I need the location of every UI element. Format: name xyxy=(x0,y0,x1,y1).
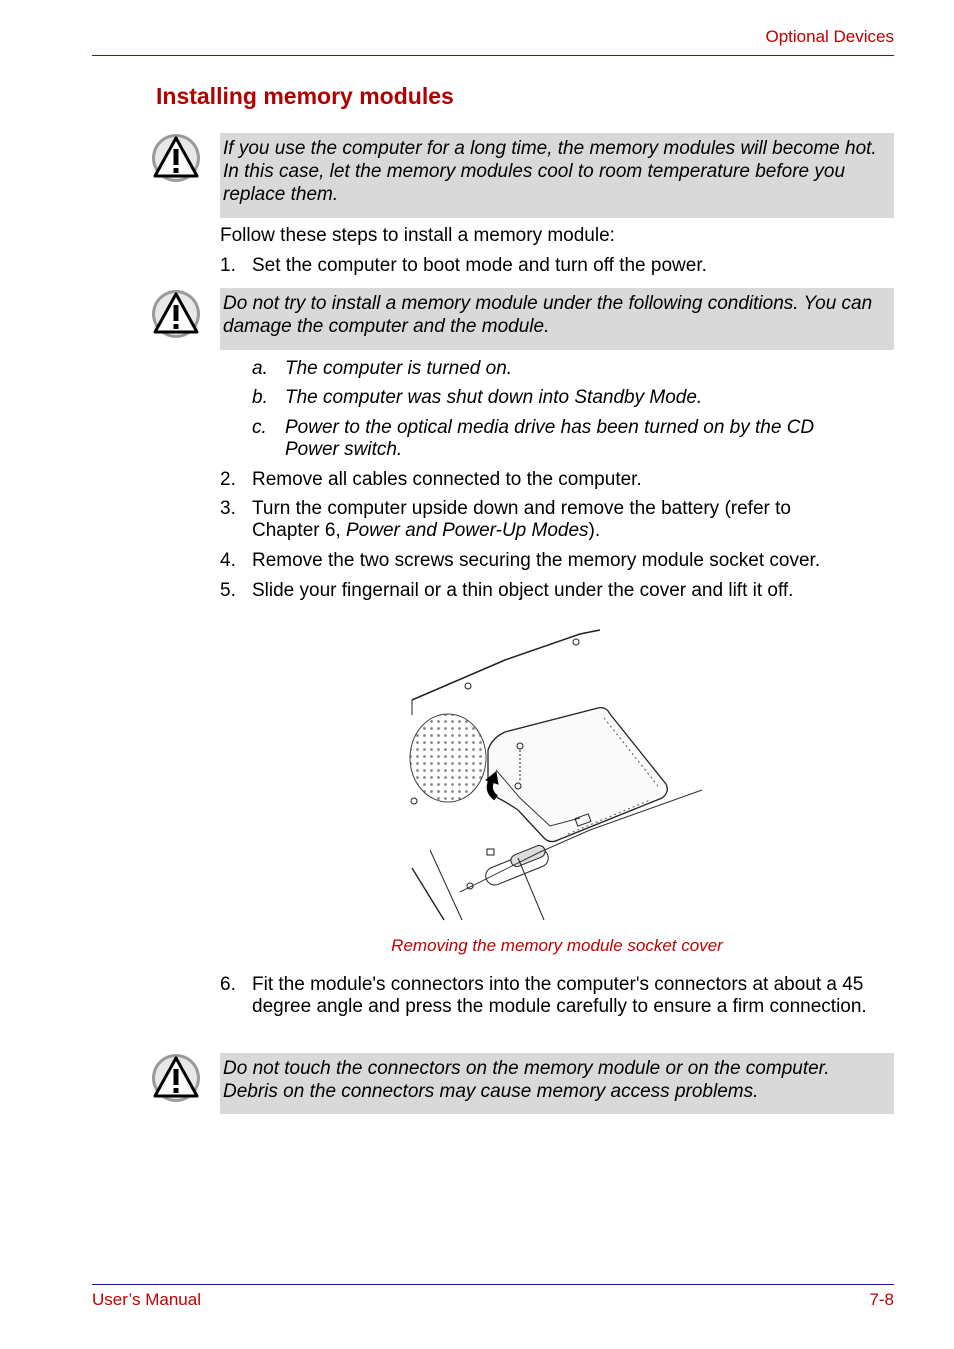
condition-letter: b. xyxy=(252,387,268,408)
step-text: Remove all cables connected to the computer. xyxy=(252,469,642,490)
condition-text: The computer is turned on. xyxy=(285,358,513,379)
condition-text: Power to the optical media drive has been turned on by the CD Power switch. xyxy=(285,417,815,460)
caution-note-2: Do not try to install a memory module under the following conditions. You can damage the computer and the module. xyxy=(220,288,894,350)
condition-letter: a. xyxy=(252,358,268,379)
footer-manual-title: User’s Manual xyxy=(92,1290,201,1309)
step-text-part: Turn the computer upside down and remove the battery (refer to Chapter 6, xyxy=(252,498,791,541)
step-number: 5. xyxy=(220,580,236,601)
memory-cover-illustration xyxy=(400,620,720,930)
caution-note-3: Do not touch the connectors on the memory module or on the computer. Debris on the connectors may cause memory access problems. xyxy=(220,1053,894,1114)
caution-note-1: If you use the computer for a long time, the memory modules will become hot. In this case, let the memory modules cool to room temperature before you replace them. xyxy=(220,133,894,218)
condition-letter: c. xyxy=(252,417,267,438)
step-number: 3. xyxy=(220,498,236,519)
step-text: Remove the two screws securing the memory module socket cover. xyxy=(252,550,821,571)
running-header: Optional Devices xyxy=(765,27,894,46)
step-number: 1. xyxy=(220,255,236,276)
caution-triangle-icon xyxy=(151,133,201,183)
figure-caption: Removing the memory module socket cover xyxy=(391,936,723,955)
section-title: Installing memory modules xyxy=(156,83,454,109)
caution-triangle-icon xyxy=(151,1053,201,1103)
step-text-part: ). xyxy=(588,520,601,541)
caution-triangle-icon xyxy=(151,289,201,339)
condition-text: The computer was shut down into Standby Mode. xyxy=(285,387,703,408)
step-text: Fit the module's connectors into the computer's connectors at about a 45 degree angle and press the module carefully to ensure a firm connection. xyxy=(252,974,867,1017)
step-text: Slide your fingernail or a thin object under the cover and lift it off. xyxy=(252,580,794,601)
step-text: Set the computer to boot mode and turn off the power. xyxy=(252,255,707,276)
chapter-reference: Power and Power-Up Modes xyxy=(346,520,589,541)
step-number: 6. xyxy=(220,974,236,995)
step-number: 2. xyxy=(220,469,236,490)
header-rule xyxy=(92,55,894,56)
step-number: 4. xyxy=(220,550,236,571)
intro-text: Follow these steps to install a memory module: xyxy=(220,225,615,246)
page-number: 7-8 xyxy=(869,1290,894,1309)
footer-rule xyxy=(92,1284,894,1285)
step-text xyxy=(252,498,852,542)
